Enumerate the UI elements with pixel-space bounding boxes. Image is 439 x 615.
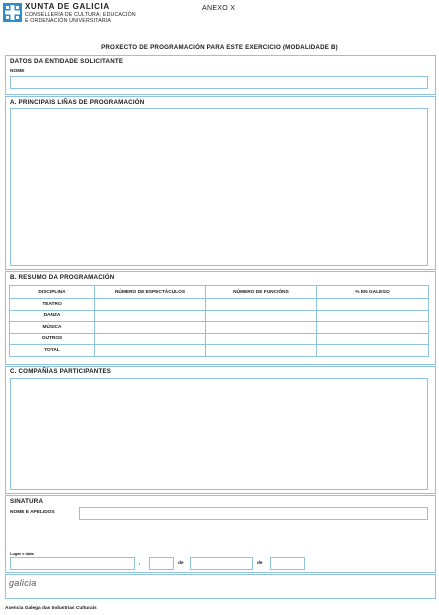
column-header: NÚMERO DE ESPECTÁCULOS <box>95 286 206 299</box>
brand-name: XUNTA DE GALICIA <box>25 2 110 11</box>
de-label-2: de <box>257 561 263 566</box>
xunta-logo-icon <box>3 3 22 22</box>
annex-label: ANEXO X <box>202 5 236 12</box>
table-row <box>10 345 429 357</box>
agency-name: Axencia Galega das Industrias Culturais <box>5 606 97 611</box>
day-field[interactable] <box>149 557 174 570</box>
table-row <box>10 310 429 322</box>
place-field[interactable] <box>10 557 135 570</box>
programming-summary-table <box>9 285 429 357</box>
discipline-cell: TEATRO <box>10 299 95 311</box>
department-line-2: E ORDENACIÓN UNIVERSITARIA <box>25 18 112 24</box>
discipline-cell: MÚSICA <box>10 322 95 334</box>
department-name <box>25 12 136 24</box>
galician-percent-cell[interactable] <box>317 310 429 322</box>
performances-count-cell[interactable] <box>206 322 317 334</box>
shows-count-cell[interactable] <box>95 333 206 345</box>
column-header: NÚMERO DE FUNCIÓNS <box>206 286 317 299</box>
shows-count-cell[interactable] <box>95 299 206 311</box>
table-row <box>10 299 429 311</box>
document-title: PROXECTO DE PROGRAMACIÓN PARA ESTE EXERCICIO (MODALIDADE B) <box>101 44 338 51</box>
full-name-field[interactable] <box>79 507 428 520</box>
section-a-heading: A. PRINCIPAIS LIÑAS DE PROGRAMACIÓN <box>10 99 145 106</box>
table-row <box>10 333 429 345</box>
month-field[interactable] <box>190 557 253 570</box>
signature-heading: SINATURA <box>10 498 44 505</box>
place-date-label: Lugar e data <box>10 551 34 556</box>
year-field[interactable] <box>270 557 305 570</box>
shows-count-cell[interactable] <box>95 322 206 334</box>
programming-lines-field[interactable] <box>10 108 428 266</box>
section-b-heading: B. RESUMO DA PROGRAMACIÓN <box>10 274 115 281</box>
galician-percent-cell[interactable] <box>317 333 429 345</box>
participating-companies-field[interactable] <box>10 378 428 490</box>
de-label-1: de <box>178 561 184 566</box>
comma-separator: , <box>139 561 141 566</box>
entity-name-field[interactable] <box>10 76 428 89</box>
shows-count-cell[interactable] <box>95 310 206 322</box>
discipline-cell: OUTROS <box>10 333 95 345</box>
section-c-heading: C. COMPAÑÍAS PARTICIPANTES <box>10 368 112 375</box>
full-name-label: NOME E APELIDOS <box>10 510 55 515</box>
footer-box <box>5 574 436 599</box>
department-line-1: CONSELLERÍA DE CULTURA, EDUCACIÓN <box>25 12 136 18</box>
galician-percent-cell[interactable] <box>317 299 429 311</box>
performances-count-cell[interactable] <box>206 299 317 311</box>
entity-heading: DATOS DA ENTIDADE SOLICITANTE <box>10 58 124 65</box>
galician-percent-cell[interactable] <box>317 322 429 334</box>
table-row <box>10 322 429 334</box>
galicia-logo: galicia <box>9 578 37 588</box>
performances-count-cell[interactable] <box>206 333 317 345</box>
entity-name-label: NOME <box>10 69 25 74</box>
table-header-row <box>10 286 429 299</box>
shows-count-cell[interactable] <box>95 345 206 357</box>
column-header: % EN GALEGO <box>317 286 429 299</box>
performances-count-cell[interactable] <box>206 310 317 322</box>
column-header: DISCIPLINA <box>10 286 95 299</box>
discipline-cell: DANZA <box>10 310 95 322</box>
galician-percent-cell[interactable] <box>317 345 429 357</box>
discipline-cell: TOTAL <box>10 345 95 357</box>
performances-count-cell[interactable] <box>206 345 317 357</box>
